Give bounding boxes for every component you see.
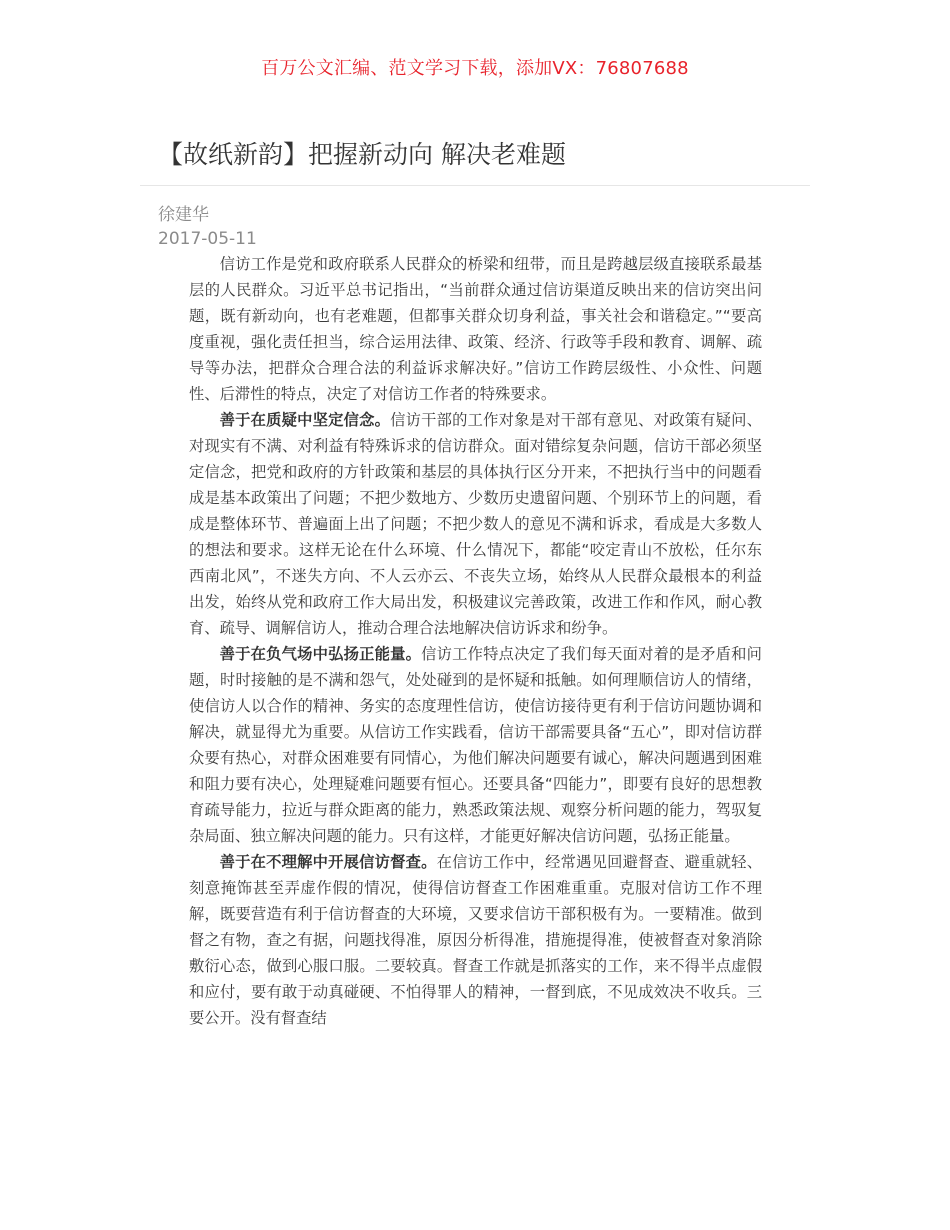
paragraph-lead: 善于在负气场中弘扬正能量。 xyxy=(219,645,422,663)
title-divider xyxy=(140,185,810,186)
article-author: 徐建华 xyxy=(158,205,209,225)
paragraph-text: 信访工作特点决定了我们每天面对着的是矛盾和问题，时时接触的是不满和怨气，处处碰到的是怀疑和抵触。如何理顺信访人的情绪，使信访人以合作的精神、务实的态度理性信访，使信访接待更有利于信访问题协调和解决，就显得尤为重要。从信访工作实践看，信访干部需要具备“五心”，即对信访群众要有热心，对群众困难要有同情心，为他们解决问题要有诚心，解决问题遇到困难和阻力要有决心，处理疑难问题要有恒心。还要具备“四能力”，即要有良好的思想教育疏导能力，拉近与群众距离的能力，熟悉政策法规、观察分析问题的能力，驾驭复杂局面、独立解决问题的能力。只有这样，才能更好解决信访问题，弘扬正能量。 xyxy=(189,645,762,845)
article-body xyxy=(189,251,762,1031)
promo-banner: 百万公文汇编、范文学习下载，添加VX：76807688 xyxy=(261,58,689,79)
paragraph-intro xyxy=(189,251,762,407)
paragraph-lead: 善于在质疑中坚定信念。 xyxy=(219,411,391,429)
paragraph-lead: 善于在不理解中开展信访督查。 xyxy=(219,853,437,871)
paragraph-text: 信访干部的工作对象是对干部有意见、对政策有疑问、对现实有不满、对利益有特殊诉求的信访群众。面对错综复杂问题，信访干部必须坚定信念，把党和政府的方针政策和基层的具体执行区分开来，不把执行当中的问题看成是基本政策出了问题；不把少数地方、少数历史遗留问题、个别环节上的问题，看成是整体环节、普遍面上出了问题；不把少数人的意见不满和诉求，看成是大多数人的想法和要求。这样无论在什么环境、什么情况下，都能“咬定青山不放松，任尔东西南北风”，不迷失方向、不人云亦云、不丧失立场，始终从人民群众最根本的利益出发，始终从党和政府工作大局出发，积极建议完善政策，改进工作和作风，耐心教育、疏导、调解信访人，推动合理合法地解决信访诉求和纷争。 xyxy=(189,411,762,637)
paragraph-supervision xyxy=(189,849,762,1031)
paragraph-text: 信访工作是党和政府联系人民群众的桥梁和纽带，而且是跨越层级直接联系最基层的人民群众。习近平总书记指出，“当前群众通过信访渠道反映出来的信访突出问题，既有新动向，也有老难题，但都事关群众切身利益，事关社会和谐稳定。”“要高度重视，强化责任担当，综合运用法律、政策、经济、行政等手段和教育、调解、疏导等办法，把群众合理合法的利益诉求解决好。”信访工作跨层级性、小众性、问题性、后滞性的特点，决定了对信访工作者的特殊要求。 xyxy=(189,255,762,403)
article-title: 【故纸新韵】把握新动向 解决老难题 xyxy=(158,140,566,169)
paragraph-text: 在信访工作中，经常遇见回避督查、避重就轻、刻意掩饰甚至弄虚作假的情况，使得信访督查工作困难重重。克服对信访工作不理解，既要营造有利于信访督查的大环境，又要求信访干部积极有为。一要精准。做到督之有物，查之有据，问题找得准，原因分析得准，措施提得准，使被督查对象消除敷衍心态，做到心服口服。二要较真。督查工作就是抓落实的工作，来不得半点虚假和应付，要有敢于动真碰硬、不怕得罪人的精神，一督到底，不见成效决不收兵。三要公开。没有督查结 xyxy=(189,853,762,1027)
paragraph-faith xyxy=(189,407,762,641)
paragraph-positive-energy xyxy=(189,641,762,849)
article-date: 2017-05-11 xyxy=(158,229,257,249)
